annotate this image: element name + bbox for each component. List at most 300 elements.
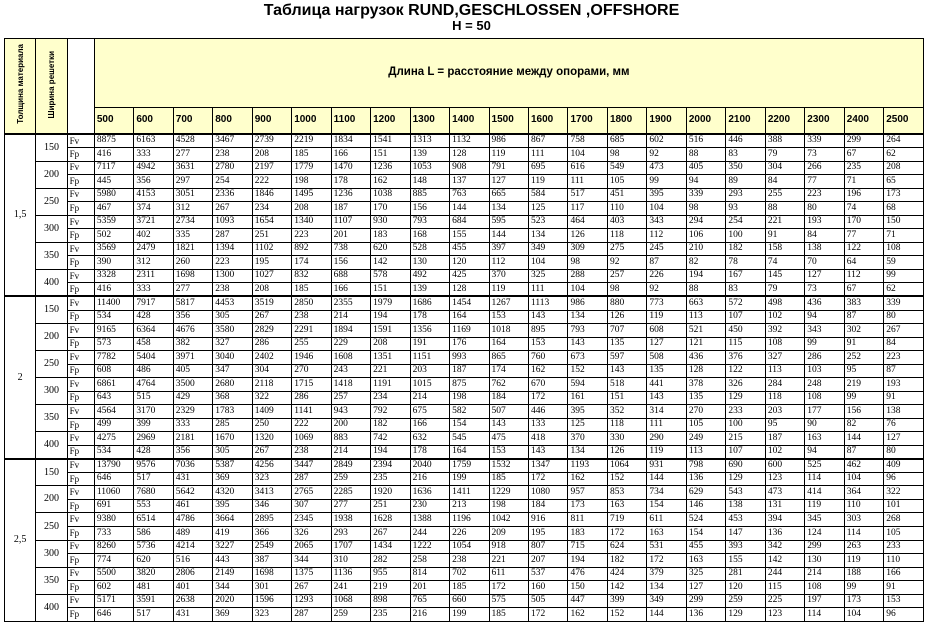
load-value-cell: 127 bbox=[489, 175, 528, 189]
load-value-cell: 4764 bbox=[134, 378, 173, 392]
table-row-fp bbox=[5, 229, 924, 243]
load-value-cell: 113 bbox=[686, 310, 725, 324]
load-value-cell: 112 bbox=[844, 269, 883, 283]
load-value-cell: 82 bbox=[844, 418, 883, 432]
load-value-cell: 312 bbox=[134, 256, 173, 270]
load-value-cell: 287 bbox=[292, 608, 331, 622]
load-value-cell: 356 bbox=[134, 175, 173, 189]
load-value-cell: 118 bbox=[765, 391, 804, 405]
load-value-cell: 178 bbox=[331, 175, 370, 189]
load-value-cell: 221 bbox=[489, 554, 528, 568]
load-value-cell: 1979 bbox=[371, 296, 410, 310]
load-value-cell: 418 bbox=[529, 432, 568, 446]
load-value-cell: 3580 bbox=[213, 324, 252, 338]
load-value-cell: 241 bbox=[331, 581, 370, 595]
load-value-cell: 957 bbox=[568, 486, 607, 500]
load-value-cell: 702 bbox=[450, 567, 489, 581]
load-value-cell: 517 bbox=[134, 608, 173, 622]
load-value-cell: 286 bbox=[805, 351, 844, 365]
load-value-cell: 104 bbox=[568, 283, 607, 297]
load-value-cell: 222 bbox=[252, 175, 291, 189]
load-value-cell: 608 bbox=[94, 364, 133, 378]
load-value-cell: 405 bbox=[173, 364, 212, 378]
load-value-cell: 150 bbox=[884, 215, 924, 229]
load-value-cell: 90 bbox=[805, 418, 844, 432]
load-value-cell: 1136 bbox=[331, 567, 370, 581]
load-value-cell: 2734 bbox=[173, 215, 212, 229]
load-value-cell: 597 bbox=[607, 351, 646, 365]
load-value-cell: 3591 bbox=[134, 594, 173, 608]
fv-label: Fv bbox=[67, 296, 94, 310]
load-value-cell: 733 bbox=[94, 527, 133, 541]
page-subtitle: H = 50 bbox=[452, 18, 491, 33]
load-value-cell: 885 bbox=[410, 188, 449, 202]
load-value-cell: 691 bbox=[94, 499, 133, 513]
load-value-cell: 214 bbox=[410, 391, 449, 405]
load-value-cell: 134 bbox=[568, 445, 607, 459]
table-row-fp bbox=[5, 418, 924, 432]
load-value-cell: 166 bbox=[884, 567, 924, 581]
load-value-cell: 395 bbox=[568, 405, 607, 419]
load-value-cell: 2394 bbox=[371, 459, 410, 473]
load-value-cell: 198 bbox=[489, 499, 528, 513]
fv-label: Fv bbox=[67, 161, 94, 175]
load-value-cell: 428 bbox=[134, 310, 173, 324]
table-row-fp bbox=[5, 148, 924, 162]
load-value-cell: 91 bbox=[884, 391, 924, 405]
load-value-cell: 715 bbox=[568, 540, 607, 554]
load-value-cell: 110 bbox=[844, 499, 883, 513]
load-value-cell: 424 bbox=[607, 567, 646, 581]
width-cell: 250 bbox=[36, 351, 67, 378]
load-value-cell: 136 bbox=[686, 472, 725, 486]
load-value-cell: 111 bbox=[529, 283, 568, 297]
load-value-cell: 1759 bbox=[450, 459, 489, 473]
load-value-cell: 1169 bbox=[450, 324, 489, 338]
load-value-cell: 742 bbox=[371, 432, 410, 446]
load-value-cell: 356 bbox=[173, 445, 212, 459]
header-row bbox=[5, 39, 924, 108]
load-value-cell: 125 bbox=[529, 202, 568, 216]
load-value-cell: 792 bbox=[371, 405, 410, 419]
load-value-cell: 455 bbox=[686, 540, 725, 554]
width-cell: 250 bbox=[36, 188, 67, 215]
thickness-header-cell bbox=[5, 39, 36, 135]
length-value: 2500 bbox=[884, 107, 924, 134]
load-value-cell: 297 bbox=[173, 175, 212, 189]
load-value-cell: 146 bbox=[686, 499, 725, 513]
load-value-cell: 1846 bbox=[252, 188, 291, 202]
load-value-cell: 326 bbox=[292, 527, 331, 541]
load-value-cell: 5171 bbox=[94, 594, 133, 608]
load-value-cell: 168 bbox=[410, 229, 449, 243]
load-value-cell: 374 bbox=[134, 202, 173, 216]
load-value-cell: 126 bbox=[607, 445, 646, 459]
load-value-cell: 259 bbox=[726, 594, 765, 608]
load-value-cell: 182 bbox=[726, 242, 765, 256]
load-value-cell: 323 bbox=[252, 608, 291, 622]
table-row-fp bbox=[5, 554, 924, 568]
fv-label: Fv bbox=[67, 459, 94, 473]
load-value-cell: 5736 bbox=[134, 540, 173, 554]
load-value-cell: 158 bbox=[765, 242, 804, 256]
table-row-fv bbox=[5, 486, 924, 500]
load-value-cell: 880 bbox=[607, 296, 646, 310]
load-value-cell: 115 bbox=[765, 581, 804, 595]
load-value-cell: 4786 bbox=[173, 513, 212, 527]
load-value-cell: 267 bbox=[292, 581, 331, 595]
length-value: 800 bbox=[213, 107, 252, 134]
load-value-cell: 892 bbox=[292, 242, 331, 256]
load-value-cell: 143 bbox=[489, 418, 528, 432]
fv-label: Fv bbox=[67, 486, 94, 500]
load-value-cell: 80 bbox=[884, 445, 924, 459]
load-value-cell: 2829 bbox=[252, 324, 291, 338]
load-value-cell: 119 bbox=[805, 499, 844, 513]
load-value-cell: 517 bbox=[568, 188, 607, 202]
load-value-cell: 263 bbox=[844, 540, 883, 554]
load-value-cell: 108 bbox=[805, 581, 844, 595]
thickness-cell: 1,5 bbox=[5, 134, 36, 296]
load-value-cell: 419 bbox=[213, 527, 252, 541]
page-header bbox=[0, 2, 943, 32]
load-value-cell: 1053 bbox=[410, 161, 449, 175]
load-value-cell: 155 bbox=[450, 229, 489, 243]
load-value-cell: 1894 bbox=[331, 324, 370, 338]
load-value-cell: 352 bbox=[607, 405, 646, 419]
load-value-cell: 684 bbox=[450, 215, 489, 229]
load-value-cell: 102 bbox=[765, 445, 804, 459]
load-value-cell: 3500 bbox=[173, 378, 212, 392]
fp-label: Fp bbox=[67, 148, 94, 162]
load-value-cell: 916 bbox=[529, 513, 568, 527]
load-value-cell: 77 bbox=[844, 229, 883, 243]
load-value-cell: 78 bbox=[726, 256, 765, 270]
load-value-cell: 187 bbox=[765, 432, 804, 446]
table-row-fv bbox=[5, 540, 924, 554]
load-value-cell: 143 bbox=[647, 391, 686, 405]
load-value-cell: 67 bbox=[844, 148, 883, 162]
load-value-cell: 119 bbox=[844, 554, 883, 568]
load-value-cell: 210 bbox=[686, 242, 725, 256]
load-value-cell: 84 bbox=[765, 175, 804, 189]
width-cell: 150 bbox=[36, 296, 67, 323]
load-value-cell: 572 bbox=[726, 296, 765, 310]
load-value-cell: 162 bbox=[371, 175, 410, 189]
load-value-cell: 62 bbox=[884, 148, 924, 162]
load-value-cell: 230 bbox=[410, 499, 449, 513]
load-value-cell: 178 bbox=[410, 445, 449, 459]
width-cell: 200 bbox=[36, 161, 67, 188]
load-value-cell: 238 bbox=[292, 310, 331, 324]
load-value-cell: 233 bbox=[726, 405, 765, 419]
load-value-cell: 125 bbox=[568, 418, 607, 432]
load-value-cell: 446 bbox=[529, 405, 568, 419]
load-value-cell: 811 bbox=[568, 513, 607, 527]
load-value-cell: 203 bbox=[410, 364, 449, 378]
load-value-cell: 1608 bbox=[331, 351, 370, 365]
load-value-cell: 216 bbox=[410, 608, 449, 622]
load-value-cell: 688 bbox=[331, 269, 370, 283]
load-value-cell: 333 bbox=[134, 148, 173, 162]
load-value-cell: 221 bbox=[371, 364, 410, 378]
load-value-cell: 104 bbox=[647, 202, 686, 216]
load-value-cell: 1027 bbox=[252, 269, 291, 283]
load-value-cell: 1411 bbox=[450, 486, 489, 500]
load-value-cell: 143 bbox=[568, 337, 607, 351]
table-row-fp bbox=[5, 608, 924, 622]
load-value-cell: 507 bbox=[489, 405, 528, 419]
load-value-cell: 84 bbox=[805, 229, 844, 243]
width-cell: 300 bbox=[36, 215, 67, 242]
load-value-cell: 1356 bbox=[410, 324, 449, 338]
load-value-cell: 213 bbox=[450, 499, 489, 513]
load-value-cell: 2849 bbox=[331, 459, 370, 473]
load-value-cell: 65 bbox=[884, 175, 924, 189]
load-value-cell: 3040 bbox=[213, 351, 252, 365]
load-value-cell: 2291 bbox=[292, 324, 331, 338]
load-value-cell: 1834 bbox=[331, 134, 370, 148]
load-value-cell: 73 bbox=[805, 283, 844, 297]
length-value: 2000 bbox=[686, 107, 725, 134]
load-value-cell: 117 bbox=[568, 202, 607, 216]
load-value-cell: 1093 bbox=[213, 215, 252, 229]
load-value-cell: 143 bbox=[529, 310, 568, 324]
load-value-cell: 238 bbox=[450, 554, 489, 568]
load-value-cell: 895 bbox=[529, 324, 568, 338]
load-value-cell: 277 bbox=[173, 148, 212, 162]
table-row-fv bbox=[5, 161, 924, 175]
load-value-cell: 492 bbox=[410, 269, 449, 283]
length-value: 2100 bbox=[726, 107, 765, 134]
load-value-cell: 1340 bbox=[292, 215, 331, 229]
load-value-cell: 690 bbox=[726, 459, 765, 473]
load-value-cell: 5500 bbox=[94, 567, 133, 581]
load-value-cell: 758 bbox=[568, 134, 607, 148]
load-value-cell: 70 bbox=[805, 256, 844, 270]
load-value-cell: 675 bbox=[410, 405, 449, 419]
load-value-cell: 185 bbox=[292, 283, 331, 297]
load-value-cell: 162 bbox=[568, 472, 607, 486]
load-value-cell: 267 bbox=[252, 445, 291, 459]
load-value-cell: 286 bbox=[292, 391, 331, 405]
load-value-cell: 164 bbox=[450, 445, 489, 459]
load-value-cell: 3170 bbox=[134, 405, 173, 419]
load-value-cell: 270 bbox=[686, 405, 725, 419]
load-value-cell: 5817 bbox=[173, 296, 212, 310]
load-value-cell: 170 bbox=[844, 215, 883, 229]
load-value-cell: 1300 bbox=[213, 269, 252, 283]
load-value-cell: 2149 bbox=[213, 567, 252, 581]
load-value-cell: 104 bbox=[568, 148, 607, 162]
load-value-cell: 286 bbox=[252, 337, 291, 351]
load-value-cell: 1783 bbox=[213, 405, 252, 419]
thickness-header: Толщина материала bbox=[15, 44, 25, 125]
load-value-cell: 11060 bbox=[94, 486, 133, 500]
load-value-cell: 1779 bbox=[292, 161, 331, 175]
fp-label: Fp bbox=[67, 527, 94, 541]
load-value-cell: 4453 bbox=[213, 296, 252, 310]
load-value-cell: 126 bbox=[568, 229, 607, 243]
load-value-cell: 226 bbox=[450, 527, 489, 541]
load-value-cell: 370 bbox=[489, 269, 528, 283]
length-value: 1900 bbox=[647, 107, 686, 134]
load-value-cell: 3328 bbox=[94, 269, 133, 283]
width-cell: 200 bbox=[36, 486, 67, 513]
load-value-cell: 2850 bbox=[292, 296, 331, 310]
load-value-cell: 87 bbox=[844, 445, 883, 459]
load-value-cell: 428 bbox=[134, 445, 173, 459]
load-value-cell: 738 bbox=[331, 242, 370, 256]
load-value-cell: 1698 bbox=[252, 567, 291, 581]
width-cell: 400 bbox=[36, 594, 67, 621]
load-value-cell: 2402 bbox=[252, 351, 291, 365]
fp-label: Fp bbox=[67, 499, 94, 513]
load-value-cell: 451 bbox=[607, 188, 646, 202]
load-value-cell: 87 bbox=[884, 364, 924, 378]
load-value-cell: 151 bbox=[371, 283, 410, 297]
width-header-cell bbox=[36, 39, 67, 135]
load-value-cell: 254 bbox=[213, 175, 252, 189]
load-value-cell: 403 bbox=[607, 215, 646, 229]
load-value-cell: 458 bbox=[134, 337, 173, 351]
load-value-cell: 226 bbox=[647, 269, 686, 283]
load-value-cell: 123 bbox=[765, 472, 804, 486]
load-value-cell: 302 bbox=[844, 324, 883, 338]
load-value-cell: 2065 bbox=[292, 540, 331, 554]
load-value-cell: 77 bbox=[805, 175, 844, 189]
load-value-cell: 9380 bbox=[94, 513, 133, 527]
load-value-cell: 379 bbox=[647, 567, 686, 581]
load-value-cell: 223 bbox=[292, 229, 331, 243]
load-value-cell: 142 bbox=[765, 554, 804, 568]
load-value-cell: 94 bbox=[805, 310, 844, 324]
load-value-cell: 95 bbox=[765, 418, 804, 432]
load-value-cell: 2311 bbox=[134, 269, 173, 283]
load-value-cell: 1394 bbox=[213, 242, 252, 256]
load-value-cell: 172 bbox=[529, 391, 568, 405]
load-value-cell: 134 bbox=[647, 581, 686, 595]
table-row-fv bbox=[5, 567, 924, 581]
load-value-cell: 99 bbox=[647, 175, 686, 189]
load-value-cell: 3820 bbox=[134, 567, 173, 581]
fv-label: Fv bbox=[67, 269, 94, 283]
load-value-cell: 127 bbox=[686, 581, 725, 595]
load-value-cell: 1698 bbox=[173, 269, 212, 283]
load-value-cell: 234 bbox=[252, 202, 291, 216]
load-value-cell: 80 bbox=[805, 202, 844, 216]
load-value-cell: 673 bbox=[568, 351, 607, 365]
load-value-cell: 215 bbox=[726, 432, 765, 446]
width-cell: 400 bbox=[36, 269, 67, 296]
load-value-cell: 8875 bbox=[94, 134, 133, 148]
load-value-cell: 322 bbox=[884, 486, 924, 500]
length-value: 700 bbox=[173, 107, 212, 134]
table-row-fp bbox=[5, 527, 924, 541]
load-value-cell: 2969 bbox=[134, 432, 173, 446]
load-value-cell: 2479 bbox=[134, 242, 173, 256]
load-value-cell: 1596 bbox=[252, 594, 291, 608]
load-value-cell: 199 bbox=[450, 472, 489, 486]
load-value-cell: 173 bbox=[844, 594, 883, 608]
load-value-cell: 194 bbox=[686, 269, 725, 283]
load-value-cell: 138 bbox=[726, 499, 765, 513]
load-value-cell: 174 bbox=[292, 256, 331, 270]
load-value-cell: 177 bbox=[805, 405, 844, 419]
load-value-cell: 1495 bbox=[292, 188, 331, 202]
load-value-cell: 82 bbox=[686, 256, 725, 270]
load-value-cell: 515 bbox=[134, 391, 173, 405]
length-value: 500 bbox=[94, 107, 133, 134]
load-value-cell: 1267 bbox=[489, 296, 528, 310]
table-row-fp bbox=[5, 283, 924, 297]
load-value-cell: 2020 bbox=[213, 594, 252, 608]
load-value-cell: 473 bbox=[765, 486, 804, 500]
load-value-cell: 3971 bbox=[173, 351, 212, 365]
load-value-cell: 303 bbox=[844, 513, 883, 527]
fv-label: Fv bbox=[67, 242, 94, 256]
load-value-cell: 1236 bbox=[371, 161, 410, 175]
table-row-fp bbox=[5, 256, 924, 270]
load-value-cell: 164 bbox=[450, 310, 489, 324]
load-value-cell: 304 bbox=[252, 364, 291, 378]
load-value-cell: 4153 bbox=[134, 188, 173, 202]
fv-label: Fv bbox=[67, 324, 94, 338]
table-row-fp bbox=[5, 499, 924, 513]
load-value-cell: 368 bbox=[213, 391, 252, 405]
fv-label: Fv bbox=[67, 513, 94, 527]
load-value-cell: 293 bbox=[331, 527, 370, 541]
load-value-cell: 223 bbox=[884, 351, 924, 365]
load-value-cell: 209 bbox=[489, 527, 528, 541]
load-value-cell: 7036 bbox=[173, 459, 212, 473]
load-value-cell: 163 bbox=[607, 499, 646, 513]
load-value-cell: 2336 bbox=[213, 188, 252, 202]
load-value-cell: 92 bbox=[607, 256, 646, 270]
fp-label: Fp bbox=[67, 418, 94, 432]
load-value-cell: 254 bbox=[726, 215, 765, 229]
load-value-cell: 791 bbox=[489, 161, 528, 175]
load-value-cell: 194 bbox=[568, 554, 607, 568]
load-value-cell: 119 bbox=[489, 148, 528, 162]
load-value-cell: 2285 bbox=[331, 486, 370, 500]
load-value-cell: 594 bbox=[568, 378, 607, 392]
load-value-cell: 364 bbox=[844, 486, 883, 500]
load-value-cell: 114 bbox=[844, 527, 883, 541]
load-value-cell: 333 bbox=[173, 418, 212, 432]
load-value-cell: 1351 bbox=[371, 351, 410, 365]
load-value-cell: 172 bbox=[529, 472, 568, 486]
load-value-cell: 74 bbox=[844, 202, 883, 216]
load-value-cell: 464 bbox=[568, 215, 607, 229]
load-value-cell: 608 bbox=[647, 324, 686, 338]
fp-label: Fp bbox=[67, 391, 94, 405]
load-value-cell: 342 bbox=[765, 540, 804, 554]
load-value-cell: 73 bbox=[805, 148, 844, 162]
load-value-cell: 267 bbox=[252, 310, 291, 324]
load-value-cell: 98 bbox=[607, 283, 646, 297]
load-value-cell: 102 bbox=[765, 310, 804, 324]
load-value-cell: 89 bbox=[726, 175, 765, 189]
load-value-cell: 325 bbox=[686, 567, 725, 581]
load-value-cell: 79 bbox=[765, 283, 804, 297]
load-value-cell: 4676 bbox=[173, 324, 212, 338]
width-cell: 150 bbox=[36, 134, 67, 161]
load-value-cell: 238 bbox=[213, 283, 252, 297]
load-value-cell: 208 bbox=[292, 202, 331, 216]
load-value-cell: 486 bbox=[134, 364, 173, 378]
load-value-cell: 287 bbox=[292, 472, 331, 486]
